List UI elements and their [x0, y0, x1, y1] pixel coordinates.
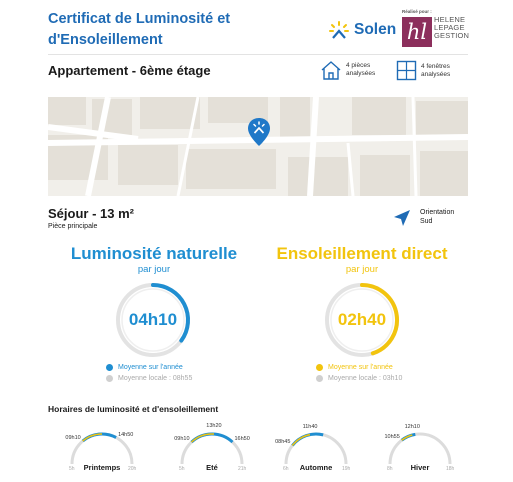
- gauge-start-label: 09h10: [174, 436, 190, 443]
- season-gauge: [62, 426, 142, 478]
- orientation-value: Sud: [420, 217, 433, 225]
- window-icon: [396, 60, 417, 81]
- gauge-end-label: 14h50: [118, 431, 134, 438]
- partner-logo: hl: [402, 17, 432, 47]
- gauge-min-label: 6h: [283, 466, 289, 472]
- orientation-arrow-icon: [392, 208, 412, 228]
- location-pin-icon[interactable]: [247, 117, 271, 147]
- legend-text: Moyenne sur l'année: [328, 364, 393, 371]
- gauge-max-label: 18h: [446, 466, 455, 472]
- gauge-min-label: 5h: [179, 466, 185, 472]
- legend-dot: [316, 364, 323, 371]
- gauge-min-label: 8h: [387, 466, 393, 472]
- partner-line: LEPAGE: [434, 23, 465, 33]
- fenetres-stat: [396, 60, 463, 81]
- gauge-mid-label: 13h20: [206, 423, 222, 430]
- ensoleillement-value: 02h40: [337, 310, 387, 329]
- pieces-stat: [320, 60, 386, 80]
- solen-logo: [328, 20, 396, 40]
- luminosite-value: 04h10: [128, 310, 178, 329]
- gauge-start-label: 10h55: [384, 434, 400, 441]
- luminosite-per-day: par jour: [137, 264, 171, 275]
- fenetres-text: 4 fenêtres analysées: [421, 62, 451, 78]
- ensoleillement-legend-year: [316, 364, 393, 371]
- luminosite-title: Luminosité naturelle: [70, 244, 238, 263]
- gauge-start-label: 09h10: [65, 435, 81, 441]
- orientation-label: Orientation: [420, 209, 455, 216]
- page-title: Certificat de Luminosité et d'Ensoleillement: [48, 11, 231, 48]
- ensoleillement-title: Ensoleillement direct: [276, 244, 448, 263]
- legend-text: Moyenne locale : 03h10: [328, 375, 403, 382]
- room-title: Séjour - 13 m²: [48, 206, 134, 221]
- location-map[interactable]: [48, 97, 468, 196]
- gauge-max-label: 19h: [342, 466, 351, 472]
- horaires-title: Horaires de luminosité et d'ensoleillement: [48, 404, 219, 414]
- gauge-mid-label: 11h40: [302, 423, 318, 430]
- room-subtitle: Pièce principale: [48, 223, 98, 230]
- orientation-info: [420, 209, 454, 226]
- divider: [48, 54, 468, 55]
- season-name: Printemps: [83, 463, 121, 472]
- season-name: Eté: [206, 463, 218, 472]
- legend-dot: [106, 375, 113, 382]
- brand-name: Solen: [354, 21, 397, 38]
- ensoleillement-per-day: par jour: [345, 264, 379, 275]
- luminosite-legend-year: [106, 364, 183, 371]
- apartment-title: Appartement - 6ème étage: [48, 63, 211, 78]
- ensoleillement-legend-local: [316, 375, 402, 382]
- partner-name: [434, 16, 469, 41]
- legend-text: Moyenne sur l'année: [118, 364, 183, 371]
- realise-label: Réalisé pour :: [402, 9, 432, 14]
- luminosite-legend-local: [106, 375, 192, 382]
- legend-dot: [316, 375, 323, 382]
- legend-text: Moyenne locale : 08h55: [118, 375, 193, 382]
- partner-line: GESTION: [434, 31, 470, 41]
- legend-dot: [106, 364, 113, 371]
- gauge-mid-label: 12h10: [404, 424, 420, 431]
- season-gauge: [172, 423, 252, 478]
- gauge-start-label: 08h45: [275, 439, 291, 446]
- gauge-min-label: 5h: [69, 466, 75, 472]
- season-gauge: [275, 423, 356, 478]
- gauge-end-label: 16h50: [234, 436, 250, 443]
- season-name: Automne: [299, 463, 333, 472]
- house-icon: [320, 60, 342, 80]
- season-name: Hiver: [410, 463, 430, 472]
- gauge-max-label: 21h: [238, 466, 247, 472]
- pieces-text: 4 pièces analysées: [346, 62, 376, 77]
- gauge-track: [182, 434, 242, 464]
- partner-line: HELENE: [434, 15, 466, 24]
- gauge-max-label: 20h: [128, 466, 137, 472]
- season-gauge: [380, 426, 460, 478]
- gauge-track: [286, 434, 346, 464]
- sun-logo-icon: [328, 20, 350, 40]
- gauge-track: [72, 431, 134, 464]
